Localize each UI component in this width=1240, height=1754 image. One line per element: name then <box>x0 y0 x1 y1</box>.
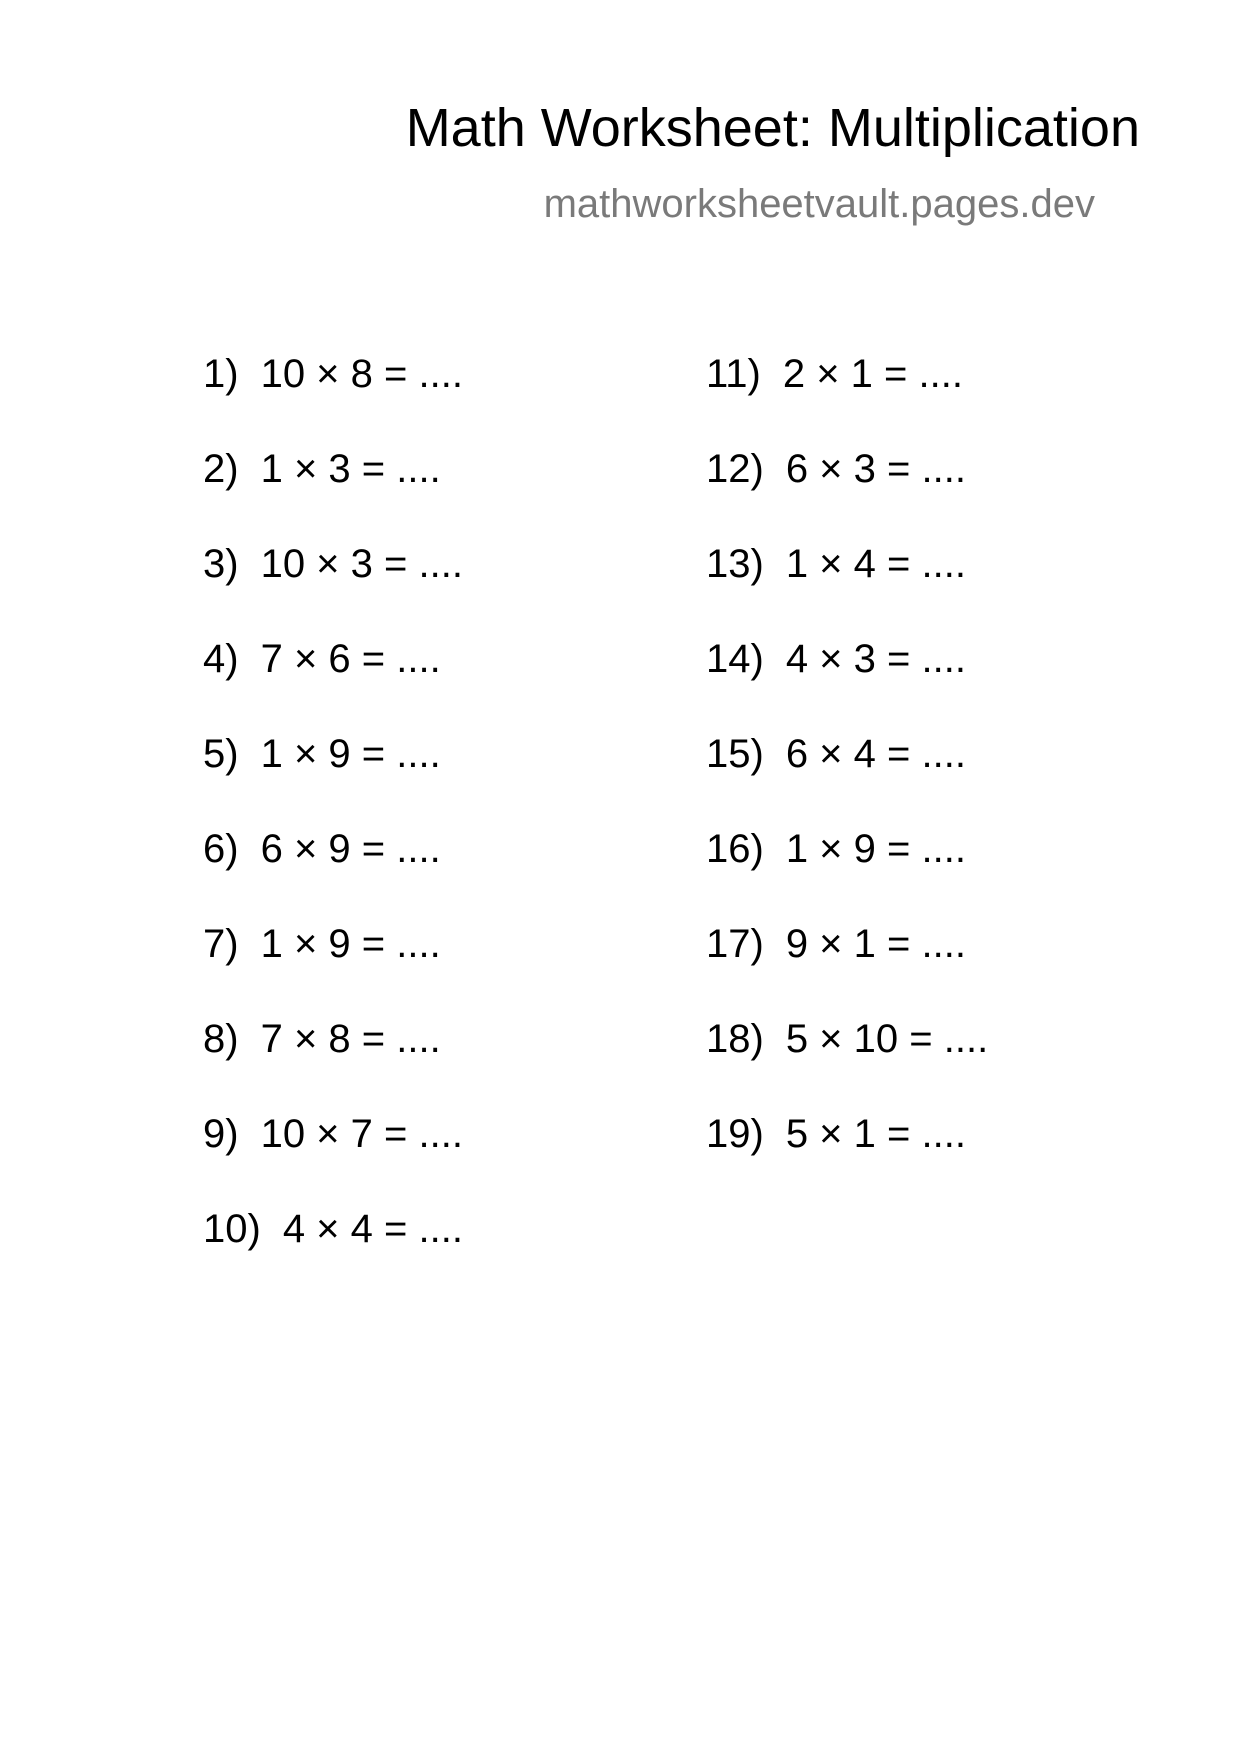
problem-expression: 2 × 1 = .... <box>782 352 963 396</box>
problem-expression: 4 × 3 = .... <box>785 637 966 681</box>
problem-number: 1) <box>203 352 239 396</box>
problem-expression: 4 × 4 = .... <box>282 1207 463 1251</box>
problem-number: 9) <box>203 1112 239 1156</box>
problem-item <box>706 1110 988 1205</box>
problem-expression: 7 × 6 = .... <box>260 637 441 681</box>
problem-number: 17) <box>706 922 764 966</box>
problem-item <box>706 350 988 445</box>
problem-item <box>203 540 463 635</box>
problems-column-left <box>203 350 463 1300</box>
worksheet-source-url: mathworksheetvault.pages.dev <box>543 182 1095 226</box>
problem-expression: 1 × 3 = .... <box>260 447 441 491</box>
problem-item <box>706 540 988 635</box>
problems-column-right <box>706 350 988 1205</box>
problem-item <box>203 635 463 730</box>
problem-number: 16) <box>706 827 764 871</box>
problem-number: 3) <box>203 542 239 586</box>
problem-number: 5) <box>203 732 239 776</box>
problem-number: 18) <box>706 1017 764 1061</box>
worksheet-title: Math Worksheet: Multiplication <box>405 98 1140 158</box>
problem-number: 10) <box>203 1207 261 1251</box>
problem-expression: 1 × 9 = .... <box>260 732 441 776</box>
problem-item <box>706 920 988 1015</box>
problem-item <box>706 1015 988 1110</box>
problem-item <box>706 635 988 730</box>
problem-item <box>203 1205 463 1300</box>
problem-expression: 1 × 9 = .... <box>785 827 966 871</box>
problem-expression: 6 × 4 = .... <box>785 732 966 776</box>
problem-expression: 1 × 9 = .... <box>260 922 441 966</box>
problem-expression: 9 × 1 = .... <box>785 922 966 966</box>
problem-number: 15) <box>706 732 764 776</box>
problem-number: 4) <box>203 637 239 681</box>
problem-item <box>203 1015 463 1110</box>
problem-item <box>203 445 463 540</box>
problem-number: 8) <box>203 1017 239 1061</box>
problem-number: 11) <box>706 352 761 396</box>
problem-expression: 10 × 7 = .... <box>260 1112 463 1156</box>
problem-number: 12) <box>706 447 764 491</box>
problem-number: 14) <box>706 637 764 681</box>
problem-number: 6) <box>203 827 239 871</box>
problem-item <box>706 445 988 540</box>
problem-expression: 5 × 1 = .... <box>785 1112 966 1156</box>
problem-item <box>203 920 463 1015</box>
problem-item <box>203 350 463 445</box>
problem-item <box>203 1110 463 1205</box>
problem-expression: 6 × 9 = .... <box>260 827 441 871</box>
problem-number: 13) <box>706 542 764 586</box>
problem-number: 7) <box>203 922 239 966</box>
problem-item <box>203 730 463 825</box>
problem-expression: 5 × 10 = .... <box>785 1017 989 1061</box>
problem-expression: 7 × 8 = .... <box>260 1017 441 1061</box>
problem-expression: 6 × 3 = .... <box>785 447 966 491</box>
problem-item <box>203 825 463 920</box>
problem-number: 19) <box>706 1112 764 1156</box>
problem-item <box>706 825 988 920</box>
problem-expression: 1 × 4 = .... <box>785 542 966 586</box>
problem-number: 2) <box>203 447 239 491</box>
problem-item <box>706 730 988 825</box>
problem-expression: 10 × 8 = .... <box>260 352 463 396</box>
problem-expression: 10 × 3 = .... <box>260 542 463 586</box>
